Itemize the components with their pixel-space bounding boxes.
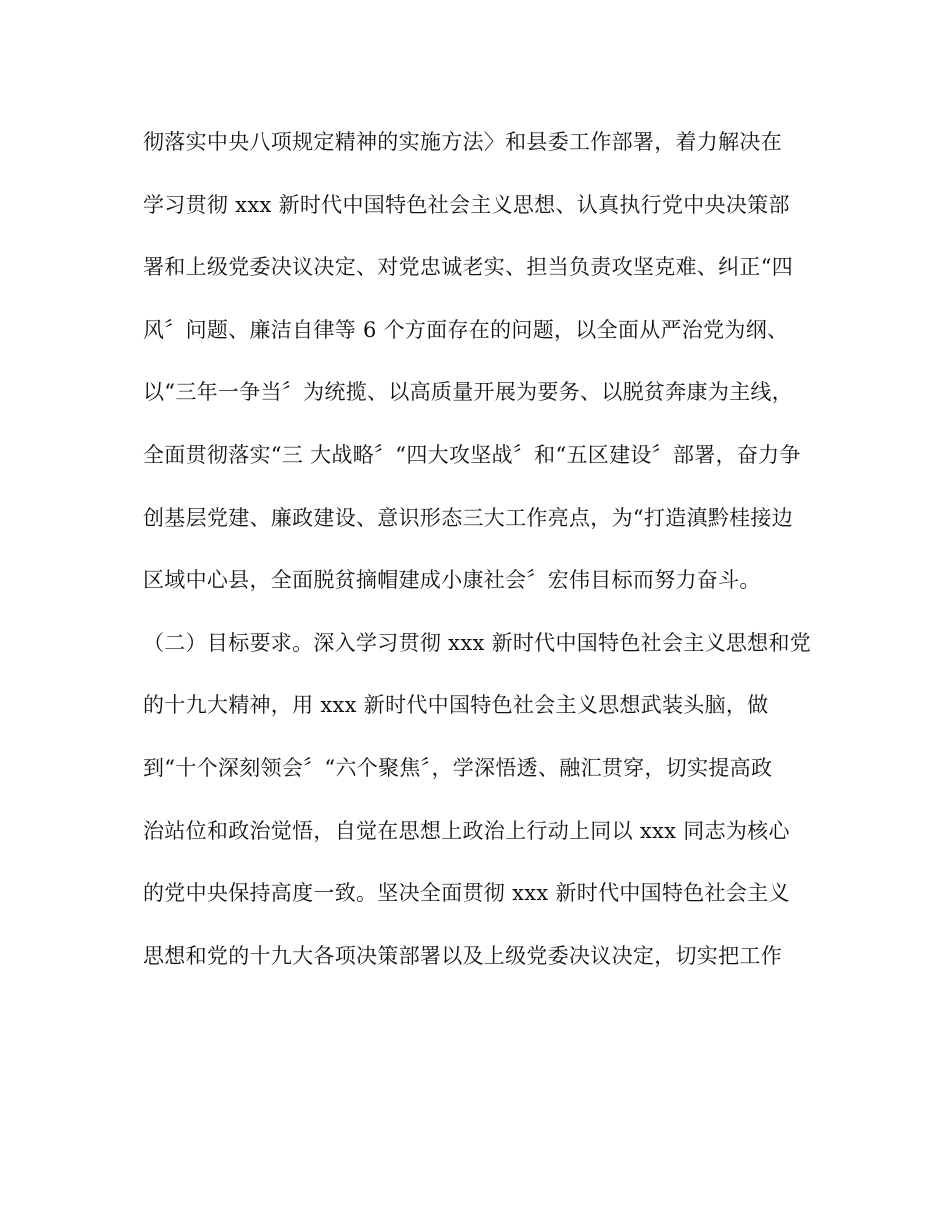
section-heading-line: （二）目标要求。深入学习贯彻 xxx 新时代中国特色社会主义思想和党 — [143, 630, 812, 655]
text-line: 署和上级党委决议决定、对党忠诚老实、担当负责攻坚克难、纠正“四 — [143, 255, 794, 280]
text-line: 创基层党建、廉政建设、意识形态三大工作亮点，为“打造滇黔桂接边 — [143, 505, 794, 530]
text-line: 的党中央保持高度一致。坚决全面贯彻 xxx 新时代中国特色社会主义 — [143, 881, 790, 906]
body-text — [143, 122, 823, 998]
text-line: 治站位和政治觉悟，自觉在思想上政治上行动上同以 xxx 同志为核心 — [143, 818, 790, 843]
text-line: 区域中心县，全面脱贫摘帽建成小康社会〞宏伟目标而努力奋斗。 — [143, 568, 761, 593]
text-line: 彻落实中央八项规定精神的实施方法〉和县委工作部署，着力解决在 — [143, 130, 782, 154]
text-line: 的十九大精神，用 xxx 新时代中国特色社会主义思想武装头脑，做 — [143, 693, 769, 718]
text-line: 全面贯彻落实“三 大战略〞“四大攻坚战〞和“五区建设〞部署，奋力争 — [143, 442, 801, 467]
text-line: 学习贯彻 xxx 新时代中国特色社会主义思想、认真执行党中央决策部 — [143, 192, 790, 217]
text-line: 思想和党的十九大各项决策部署以及上级党委决议决定，切实把工作 — [143, 943, 782, 968]
text-line: 以“三年一争当〞为统揽、以高质量开展为要务、以脱贫奔康为主线， — [143, 380, 794, 405]
text-line: 风〞问题、廉洁自律等 6 个方面存在的问题，以全面从严治党为纲、 — [143, 317, 789, 342]
text-line: 到“十个深刻领会〞“六个聚焦〞，学深悟透、融汇贯穿，切实提高政 — [143, 755, 773, 780]
